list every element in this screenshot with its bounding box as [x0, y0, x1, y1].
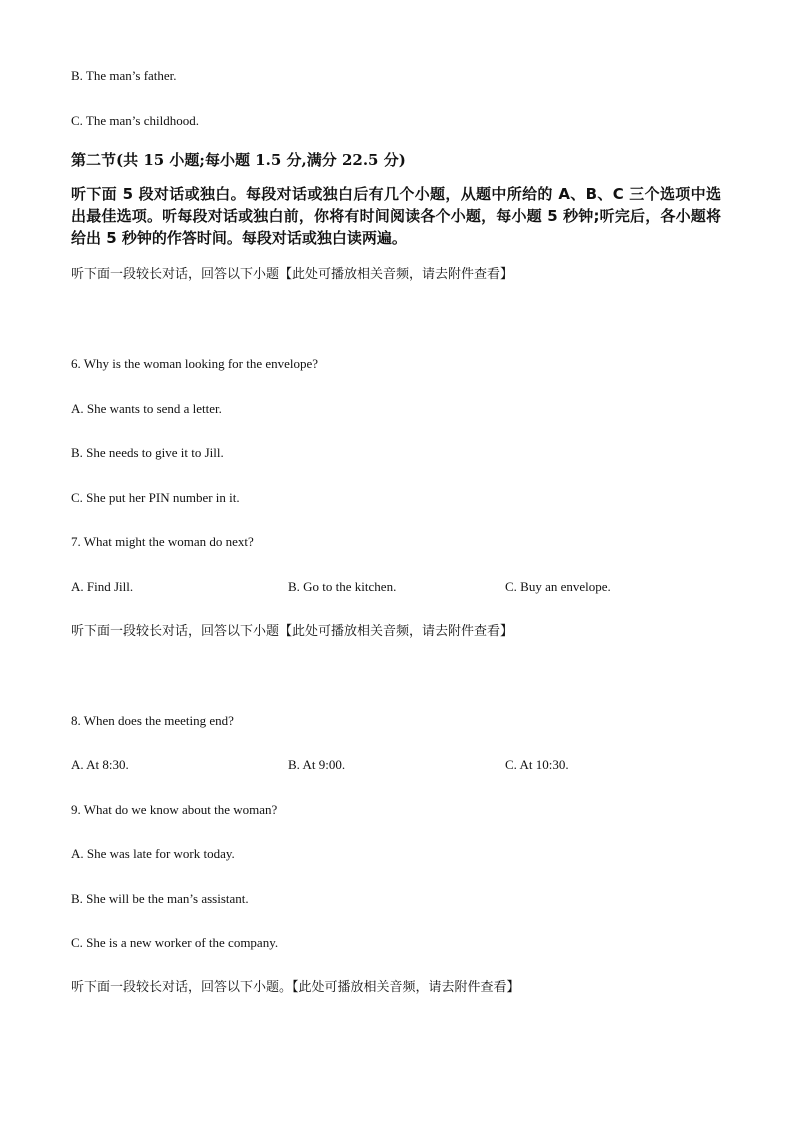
q9-stem: 9. What do we know about the woman?	[71, 802, 278, 817]
audio-note-3: 听下面一段较长对话，回答以下小题。【此处可播放相关音频，请去附件查看】	[71, 980, 520, 995]
q7-option-b: B. Go to the kitchen.	[288, 579, 397, 594]
q9-option-c: C. She is a new worker of the company.	[71, 935, 279, 950]
q7-option-a: A. Find Jill.	[71, 579, 134, 594]
q9-option-a: A. She was late for work today.	[71, 846, 235, 861]
q7-stem: 7. What might the woman do next?	[71, 534, 254, 549]
audio-note-2: 听下面一段较长对话，回答以下小题【此处可播放相关音频，请去附件查看】	[71, 624, 514, 639]
q5-option-b: B. The man’s father.	[71, 68, 177, 83]
q6-option-a: A. She wants to send a letter.	[71, 401, 222, 416]
q8-stem: 8. When does the meeting end?	[71, 713, 234, 728]
q7-option-c: C. Buy an envelope.	[505, 579, 611, 594]
q8-option-c: C. At 10:30.	[505, 757, 569, 772]
q6-option-c: C. She put her PIN number in it.	[71, 490, 240, 505]
q5-option-c: C. The man’s childhood.	[71, 113, 199, 128]
q8-option-a: A. At 8:30.	[71, 757, 129, 772]
q8-option-b: B. At 9:00.	[288, 757, 346, 772]
q6-stem: 6. Why is the woman looking for the envelope?	[71, 356, 319, 371]
q6-option-b: B. She needs to give it to Jill.	[71, 445, 224, 460]
audio-note-1: 听下面一段较长对话，回答以下小题【此处可播放相关音频，请去附件查看】	[71, 267, 514, 282]
section-instructions: 听下面 5 段对话或独白。每段对话或独白后有几个小题，从题中所给的 A、B、C 三个选项中选出最佳选项。听每段对话或独白前，你将有时间阅读各个小题，每小题 5 秒钟;听完后，各小题将给出 5 秒钟的作答时间。每段对话或独白读两遍。	[71, 185, 721, 247]
section-title: 第二节(共 15 小题;每小题 1.5 分,满分 22.5 分)	[71, 151, 406, 169]
q9-option-b: B. She will be the man’s assistant.	[71, 891, 249, 906]
